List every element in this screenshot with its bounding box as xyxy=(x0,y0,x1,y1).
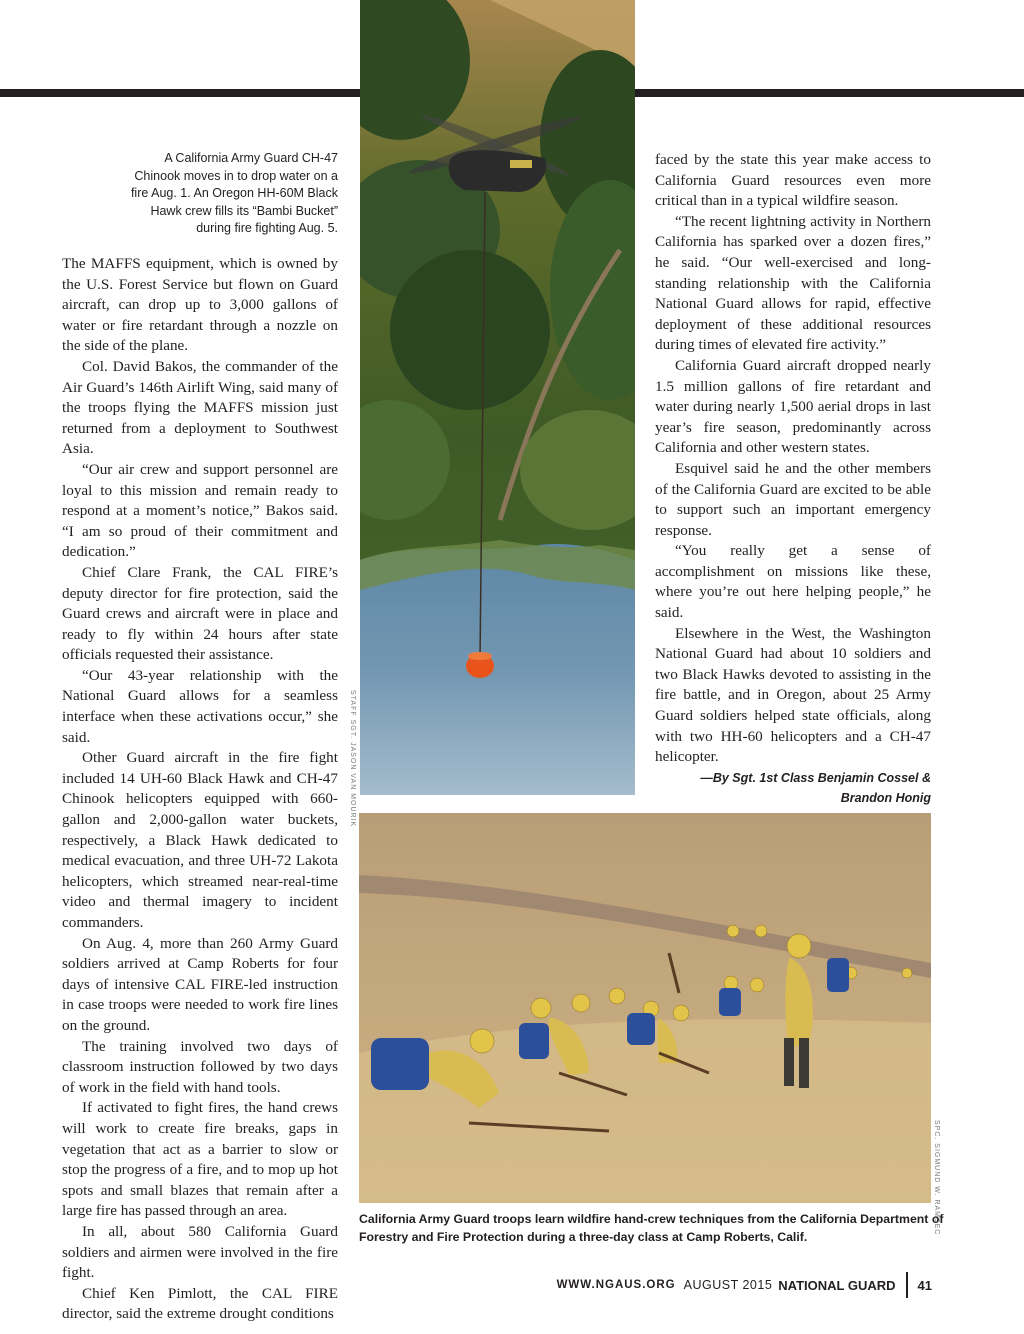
photo-caption-bottom: California Army Guard troops learn wildfire hand-crew techniques from the California Department of Forestry and Fire Protection during a three-day class at Camp Roberts, Calif. xyxy=(359,1212,944,1244)
helicopter-photo xyxy=(360,0,635,795)
top-rule-left xyxy=(0,89,360,97)
paragraph: In all, about 580 California Guard soldiers and airmen were involved in the fire fight. xyxy=(62,1222,338,1282)
photo-credit-bottom: SPC. SIGMUND W. RAMSEC xyxy=(933,1120,940,1236)
byline xyxy=(655,768,931,809)
footer-magazine: NATIONAL GUARD xyxy=(778,1277,896,1293)
paragraph: “The recent lightning activity in Northern California has sparked over a dozen fires,” he said. “Our well-exercised and long-standing relationship with the California National Guard allows for rapid, effective deployment of these additional resources during times of elevated fire activity.” xyxy=(655,212,931,354)
byline-line-1: —By Sgt. 1st Class Benjamin Cossel & xyxy=(700,770,931,785)
footer-issue: AUGUST 2015 xyxy=(683,1278,773,1292)
paragraph: “You really get a sense of accomplishment on missions like these, where you’re out here helping people,” he said. xyxy=(655,542,931,622)
paragraph: The training involved two days of classroom instruction followed by two days of work in the field with hand tools. xyxy=(62,1037,338,1096)
photo-caption-top: A California Army Guard CH-47 Chinook moves in to drop water on a fire Aug. 1. An Oregon HH-60M Black Hawk crew fills its “Bambi Bucket” during fire fighting Aug. 5. xyxy=(130,151,338,235)
byline-line-2: Brandon Honig xyxy=(840,791,931,806)
page-number: 41 xyxy=(917,1277,932,1293)
paragraph: Elsewhere in the West, the Washington National Guard had about 10 soldiers and two Black Hawks devoted to assisting in the fire battle, and in Oregon, about 25 Army Guard soldiers helped state officials, along with two HH-60 helicopters and a CH-47 helicopter. xyxy=(655,624,931,766)
paragraph: California Guard aircraft dropped nearly 1.5 million gallons of fire retardant and water during nearly 1,500 aerial drops in last year’s fire season, predominantly across California and other western states. xyxy=(655,356,931,457)
article-right-column xyxy=(655,150,931,809)
hand-crew-photo-image xyxy=(359,813,931,1203)
paragraph: “Our 43-year relationship with the National Guard allows for a seamless interface when these activations occur,” she said. xyxy=(62,666,338,746)
paragraph: Esquivel said he and the other members of the California Guard are excited to be able to support such an important emergency response. xyxy=(655,459,931,539)
footer-divider xyxy=(906,1272,908,1298)
page-footer xyxy=(557,1274,932,1296)
top-rule-right xyxy=(635,89,1024,97)
helicopter-photo-image xyxy=(360,0,635,795)
paragraph: “Our air crew and support personnel are loyal to this mission and remain ready to respond at a moment’s notice,” Bakos said. “I am so proud of their commitment and dedication.” xyxy=(62,460,338,561)
paragraph: Col. David Bakos, the commander of the Air Guard’s 146th Airlift Wing, said many of the troops flying the MAFFS mission just returned from a deployment to Southwest Asia. xyxy=(62,357,338,458)
paragraph: faced by the state this year make access to California Guard resources even more critical than in a typical wildfire season. xyxy=(655,151,931,210)
hand-crew-photo xyxy=(359,813,931,1203)
footer-url: WWW.NGAUS.ORG xyxy=(556,1279,676,1291)
paragraph: The MAFFS equipment, which is owned by the U.S. Forest Service but flown on Guard aircraft, can drop up to 3,000 gallons of water or fire retardant through a nozzle on the side of the plane. xyxy=(62,255,338,355)
paragraph: On Aug. 4, more than 260 Army Guard soldiers arrived at Camp Roberts for four days of intensive CAL FIRE-led instruction in case troops were needed to work fire lines on the ground. xyxy=(62,934,338,1034)
photo-credit-top: STAFF SGT. JASON VAN MOURIK xyxy=(349,690,356,828)
paragraph: Chief Ken Pimlott, the CAL FIRE director, said the extreme drought conditions xyxy=(62,1284,338,1323)
article-left-column xyxy=(62,254,338,1325)
paragraph: Other Guard aircraft in the fire fight included 14 UH-60 Black Hawk and CH-47 Chinook helicopters equipped with 660-gallon and 2,000-gallon water buckets, respectively, a Black Hawk dedicated to medical evacuation, and three UH-72 Lakota helicopters, which streamed near-real-time video and thermal imagery to incident commanders. xyxy=(62,749,338,931)
paragraph: Chief Clare Frank, the CAL FIRE’s deputy director for fire protection, said the Guard crews and aircraft were in place and ready to fly within 24 hours after state officials requested their assistance. xyxy=(62,563,338,664)
paragraph: If activated to fight fires, the hand crews will work to create fire breaks, gaps in vegetation that act as a barrier to slow or stop the progress of a fire, and to mop up hot spots and small blazes that remain after a large fire has passed through an area. xyxy=(62,1099,338,1220)
